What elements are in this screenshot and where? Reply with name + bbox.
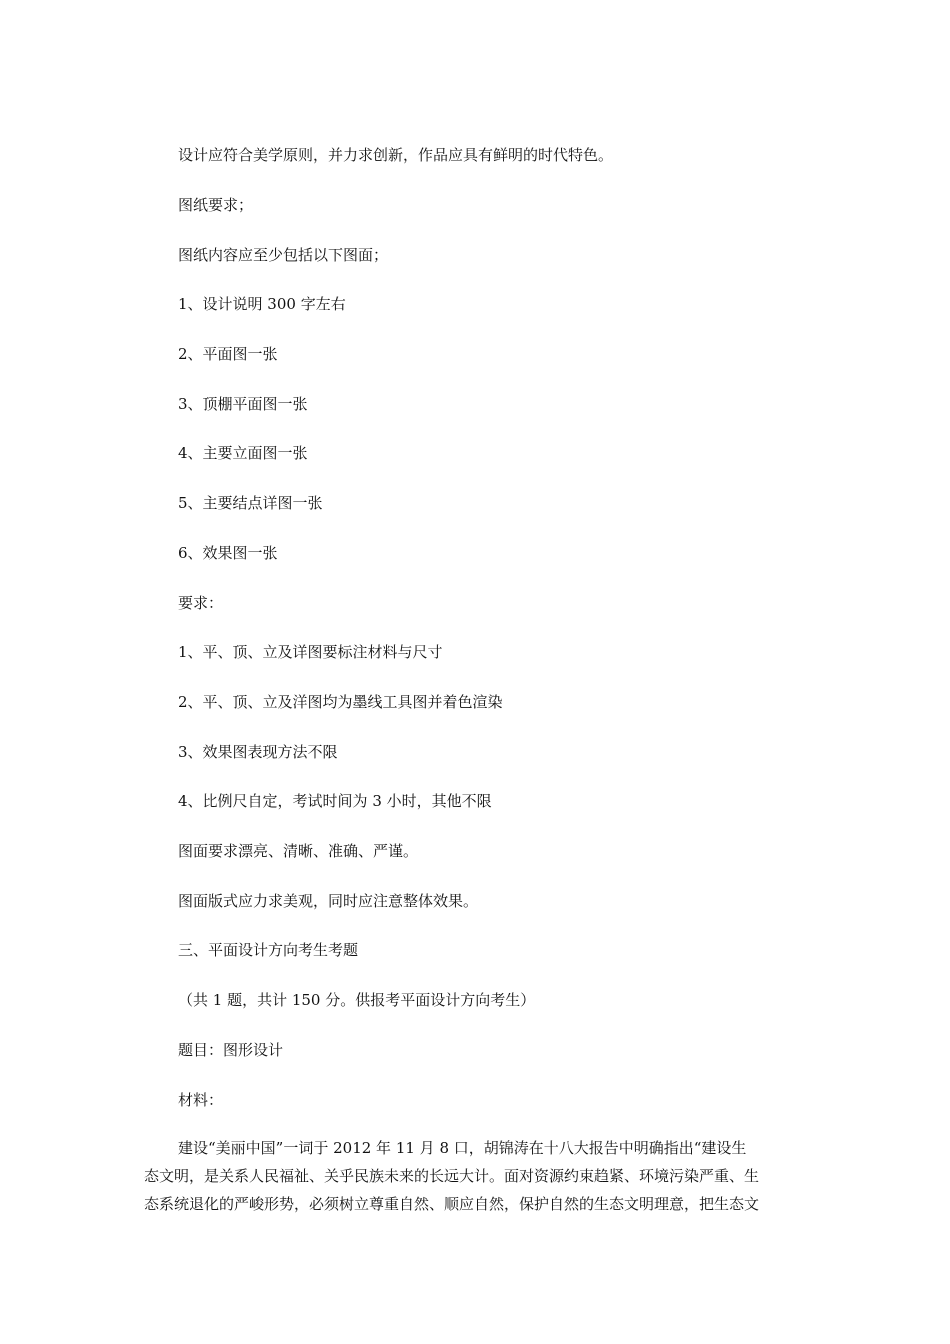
list-item: 6、效果图一张 [178,544,278,562]
paragraph-line: 态文明，是关系人民福祉、关乎民族未来的长远大计。面对资源约束趋紧、环境污染严重、生 [144,1167,760,1185]
list-item: 1、设计说明 300 字左右 [178,295,346,313]
list-item: 2、平、顶、立及洋图均为墨线工具图并着色渲染 [178,693,503,711]
body-paragraph [144,1134,808,1218]
paragraph-line: 建设“美丽中国”一词于 2012 年 11 月 8 口，胡锦涛在十八大报告中明确指出“建设生 [178,1139,747,1157]
text-line: （共 1 题，共计 150 分。供报考平面设计方向考生） [178,991,536,1009]
text-line: 材料： [178,1091,224,1109]
text-line: 设计应符合美学原则，并力求创新，作品应具有鲜明的时代特色。 [178,146,614,164]
list-item: 1、平、顶、立及详图要标注材料与尺寸 [178,643,443,661]
list-item: 3、效果图表现方法不限 [178,743,338,761]
list-item: 4、主要立面图一张 [178,444,308,462]
list-item: 4、比例尺自定，考试时间为 3 小时，其他不限 [178,792,492,810]
paragraph-line: 态系统退化的严峻形势，必须树立尊重自然、顺应自然，保护自然的生态文明理意，把生态文 [144,1195,760,1213]
text-line: 要求： [178,594,224,612]
list-item: 2、平面图一张 [178,345,278,363]
section-heading: 三、平面设计方向考生考题 [178,941,359,959]
list-item: 5、主要结点详图一张 [178,494,323,512]
text-line: 图纸内容应至少包括以下图面； [178,246,389,264]
list-item: 3、顶棚平面图一张 [178,395,308,413]
text-line: 图纸要求； [178,196,254,214]
text-line: 图面版式应力求美观，同时应注意整体效果。 [178,892,479,910]
text-line: 题目：图形设计 [178,1041,284,1059]
text-line: 图面要求漂亮、清晰、准确、严谨。 [178,842,419,860]
